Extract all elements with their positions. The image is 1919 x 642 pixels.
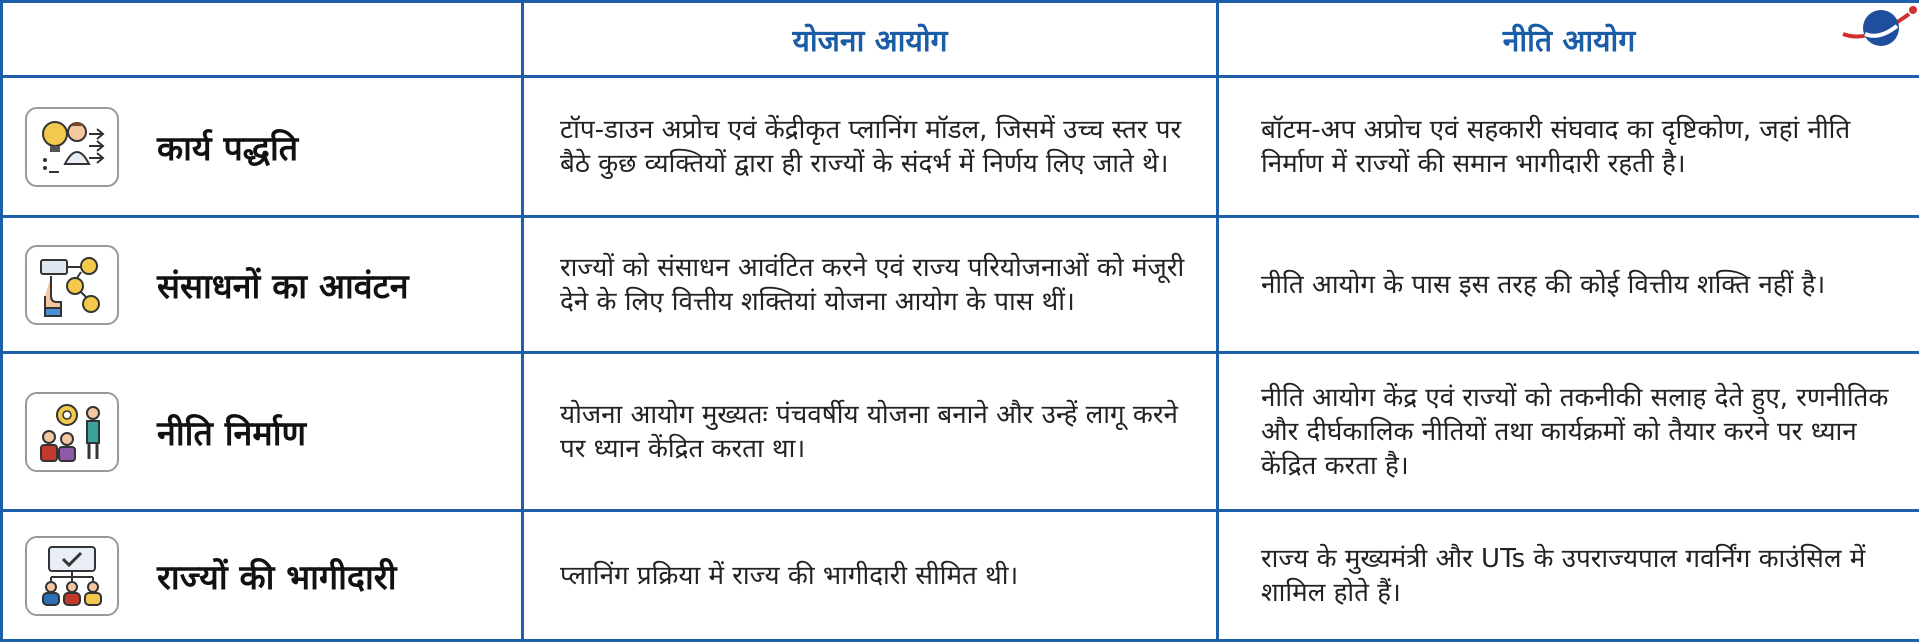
participation-board-icon bbox=[25, 536, 119, 616]
table-row bbox=[2, 77, 1919, 217]
aspect-label: राज्यों की भागीदारी bbox=[157, 553, 397, 599]
aspect-label: नीति निर्माण bbox=[157, 409, 306, 455]
yojana-description: टॉप-डाउन अप्रोच एवं केंद्रीकृत प्लानिंग मॉडल, जिसमें उच्च स्तर पर बैठे कुछ व्यक्तियों द्वारा ही राज्यों के संदर्भ में निर्णय लिए जाते थे। bbox=[523, 77, 1218, 217]
table-row bbox=[2, 353, 1919, 511]
aspect-label: कार्य पद्धति bbox=[157, 124, 298, 170]
table-row bbox=[2, 511, 1919, 641]
header-yojana-aayog: योजना आयोग bbox=[523, 2, 1218, 77]
aspect-label: संसाधनों का आवंटन bbox=[157, 262, 409, 308]
yojana-description: राज्यों को संसाधन आवंटित करने एवं राज्य परियोजनाओं को मंजूरी देने के लिए वित्तीय शक्तियां योजना आयोग के पास थीं। bbox=[523, 217, 1218, 353]
table-row bbox=[2, 217, 1919, 353]
policy-team-icon bbox=[25, 392, 119, 472]
aspect-cell bbox=[2, 511, 523, 641]
header-niti-aayog: नीति आयोग bbox=[1218, 2, 1919, 77]
resource-allocation-icon bbox=[25, 245, 119, 325]
niti-description: नीति आयोग केंद्र एवं राज्यों को तकनीकी सलाह देते हुए, रणनीतिक और दीर्घकालिक नीतियों तथा कार्यक्रमों को तैयार करने पर ध्यान केंद्रित करता है। bbox=[1218, 353, 1919, 511]
header-empty-cell bbox=[2, 2, 523, 77]
header-row bbox=[2, 2, 1919, 77]
aspect-cell bbox=[2, 77, 523, 217]
yojana-description: प्लानिंग प्रक्रिया में राज्य की भागीदारी सीमित थी। bbox=[523, 511, 1218, 641]
niti-description: नीति आयोग के पास इस तरह की कोई वित्तीय शक्ति नहीं है। bbox=[1218, 217, 1919, 353]
aspect-cell bbox=[2, 353, 523, 511]
niti-description: बॉटम-अप अप्रोच एवं सहकारी संघवाद का दृष्टिकोण, जहां नीति निर्माण में राज्यों की समान भागीदारी रहती है। bbox=[1218, 77, 1919, 217]
niti-description: राज्य के मुख्यमंत्री और UTs के उपराज्यपाल गवर्निंग काउंसिल में शामिल होते हैं। bbox=[1218, 511, 1919, 641]
aspect-cell bbox=[2, 217, 523, 353]
brand-logo-icon bbox=[1839, 0, 1919, 70]
yojana-description: योजना आयोग मुख्यतः पंचवर्षीय योजना बनाने और उन्हें लागू करने पर ध्यान केंद्रित करता था। bbox=[523, 353, 1218, 511]
ideas-presentation-icon bbox=[25, 107, 119, 187]
